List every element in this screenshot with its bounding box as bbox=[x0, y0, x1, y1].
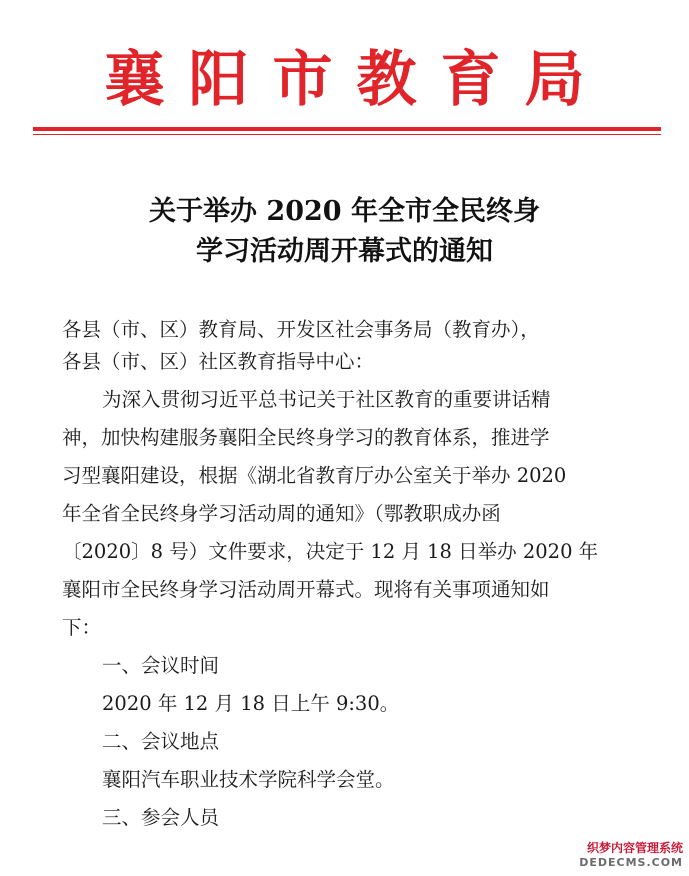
salutation-line-1: 各县（市、区）教育局、开发区社会事务局（教育办）， bbox=[62, 318, 540, 341]
document-title-line-2: 学习活动周开幕式的通知 bbox=[196, 236, 493, 267]
site-watermark bbox=[579, 840, 683, 870]
masthead-title: 襄阳市教育局 bbox=[104, 45, 609, 115]
body-line-3: 习型襄阳建设，根据《湖北省教育厅办公室关于举办 2020 bbox=[62, 464, 567, 487]
body-line-6: 襄阳市全民终身学习活动周开幕式。现将有关事项通知如 bbox=[62, 578, 550, 601]
document-title-line-1: 关于举办 2020 年全市全民终身 bbox=[149, 196, 540, 227]
section-heading-meeting-place: 二、会议地点 bbox=[102, 730, 220, 753]
section-heading-meeting-time: 一、会议时间 bbox=[102, 654, 220, 677]
body-line-7: 下： bbox=[62, 616, 102, 639]
masthead-rule-thick bbox=[33, 127, 661, 131]
watermark-line-1: 织梦内容管理系统 bbox=[586, 841, 683, 855]
section-content-meeting-place: 襄阳汽车职业技术学院科学会堂。 bbox=[102, 768, 395, 791]
body-line-2: 神，加快构建服务襄阳全民终身学习的教育体系，推进学 bbox=[62, 426, 550, 449]
salutation-line-2: 各县（市、区）社区教育指导中心： bbox=[62, 350, 375, 373]
section-heading-attendees: 三、参会人员 bbox=[102, 806, 220, 829]
masthead-rule-thin bbox=[33, 134, 661, 135]
body-line-5: 〔2020〕8 号）文件要求，决定于 12 月 18 日举办 2020 年 bbox=[62, 540, 599, 563]
watermark-line-2: DEDECMS.COM bbox=[579, 856, 683, 869]
body-line-1: 为深入贯彻习近平总书记关于社区教育的重要讲话精 bbox=[102, 388, 551, 411]
section-content-meeting-time: 2020 年 12 月 18 日上午 9:30。 bbox=[102, 692, 400, 715]
body-line-4: 年全省全民终身学习活动周的通知》（鄂教职成办函 bbox=[62, 502, 501, 525]
